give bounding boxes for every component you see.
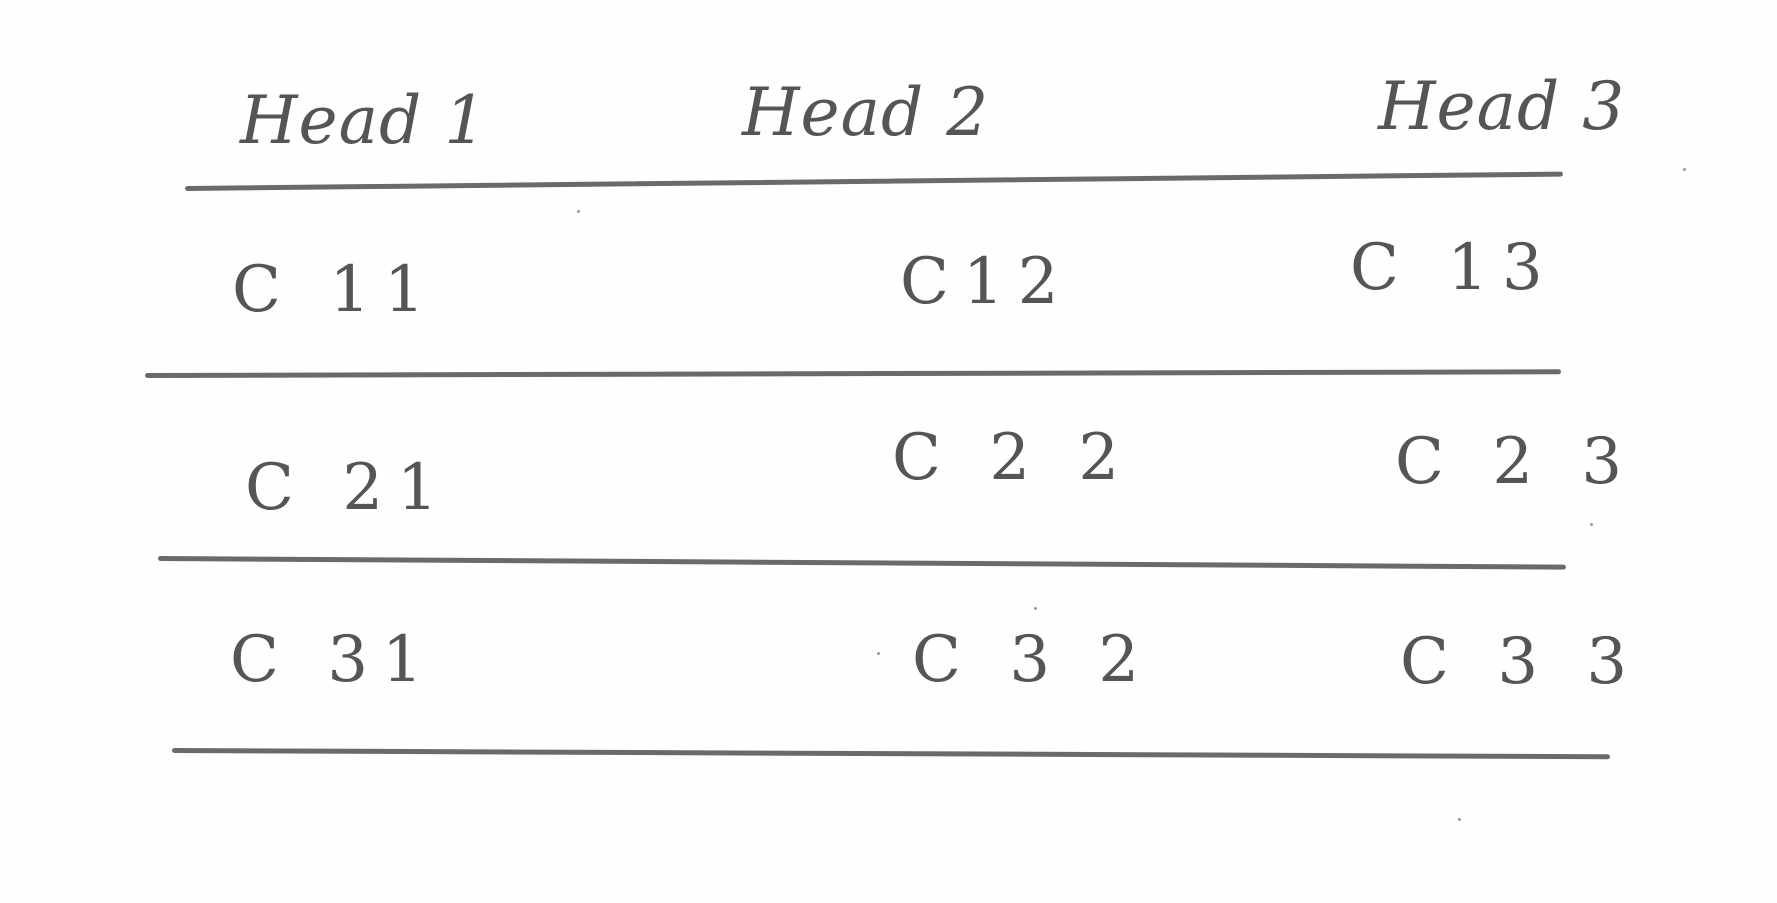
row-1-divider-line — [145, 369, 1561, 378]
header-cell-3: Head 3 — [1378, 68, 1626, 145]
row-3-cell-1: C 31 — [230, 623, 437, 697]
row-3-cell-2: C 3 2 — [912, 623, 1154, 697]
row-3-divider-line — [172, 748, 1610, 759]
row-1-cell-1: C 11 — [232, 253, 439, 327]
row-2-cell-2: C 2 2 — [892, 421, 1134, 495]
row-2-cell-3: C 2 3 — [1395, 425, 1637, 499]
paper-speck — [877, 652, 880, 655]
row-1-cell-3: C 13 — [1350, 231, 1557, 305]
row-3-cell-3: C 3 3 — [1400, 625, 1642, 699]
paper-speck — [1683, 168, 1686, 171]
header-divider-line — [185, 172, 1563, 191]
paper-speck — [1458, 818, 1461, 821]
row-2-cell-1: C 21 — [245, 451, 452, 525]
header-cell-2: Head 2 — [742, 74, 990, 151]
paper-speck — [577, 210, 580, 213]
row-2-divider-line — [158, 556, 1566, 570]
header-cell-1: Head 1 — [240, 82, 488, 159]
paper-speck — [1590, 523, 1593, 526]
paper-speck — [1034, 607, 1037, 610]
row-1-cell-2: C12 — [900, 245, 1073, 319]
